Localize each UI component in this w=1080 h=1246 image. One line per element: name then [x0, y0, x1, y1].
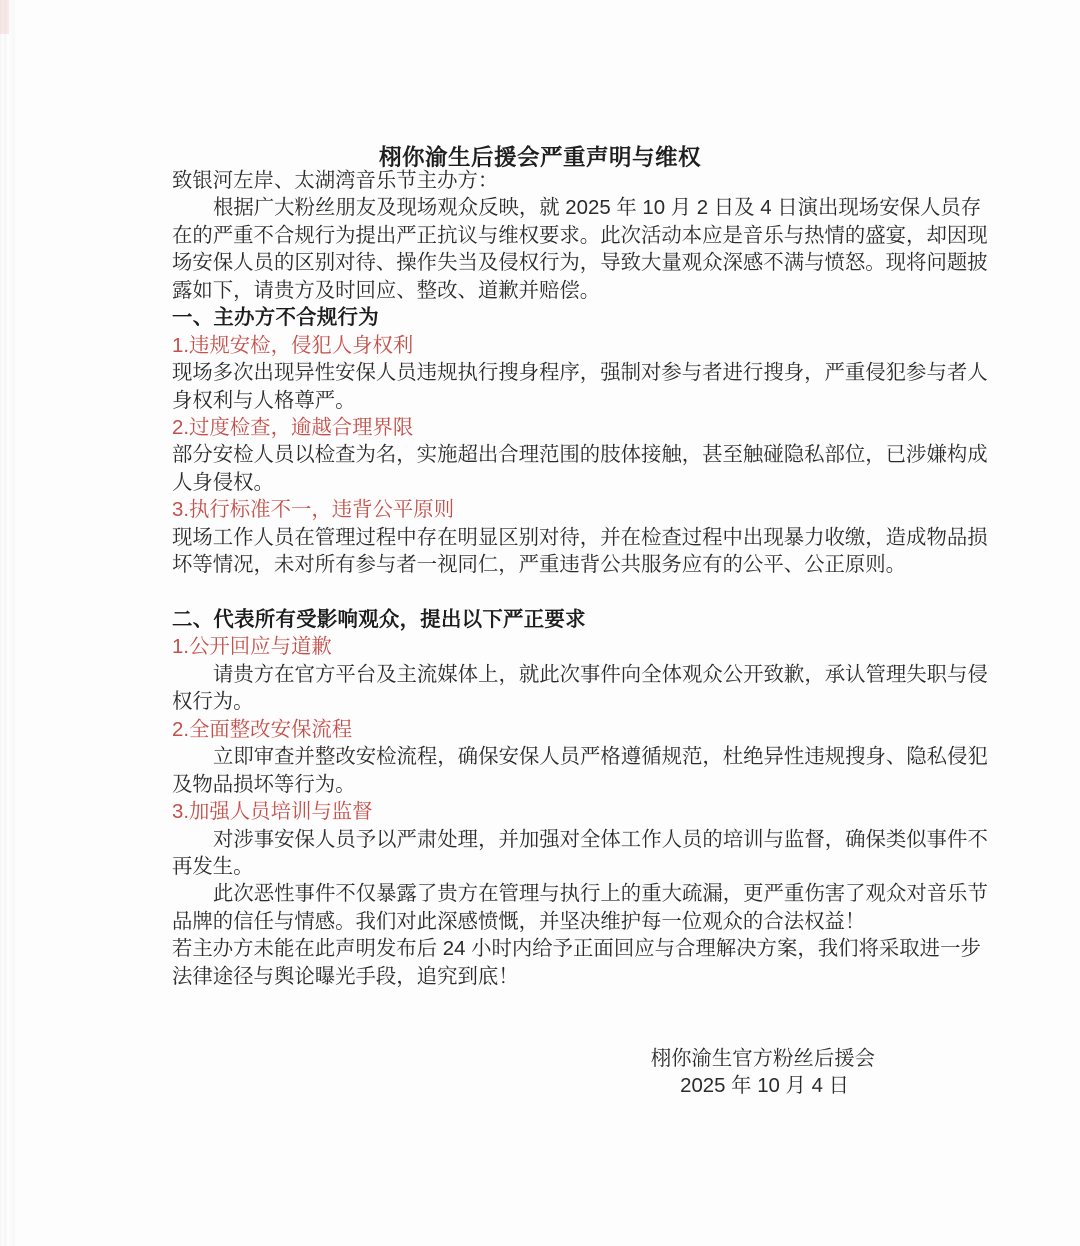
section2-item3-line: 对涉事安保人员予以严肃处理，并加强对全体工作人员的培训与监督，确保类似事件不	[213, 828, 988, 851]
section1-item3-line: 坏等情况，未对所有参与者一视同仁，严重违背公共服务应有的公平、公正原则。	[172, 554, 907, 577]
section2-item2-line: 立即审查并整改安检流程，确保安保人员严格遵循规范，杜绝异性违规搜身、隐私侵犯	[213, 746, 988, 769]
salutation: 致银河左岸、太湖湾音乐节主办方：	[172, 170, 499, 192]
signature: 栩你渝生官方粉丝后援会	[650, 1048, 875, 1070]
section1-item3-line: 现场工作人员在管理过程中存在明显区别对待，并在检查过程中出现暴力收缴，造成物品损	[172, 526, 988, 549]
section2-heading: 二、代表所有受影响观众，提出以下严正要求	[172, 609, 586, 631]
left-edge-artifact	[0, 0, 16, 1246]
closing-line: 法律途径与舆论曝光手段，追究到底！	[172, 965, 519, 988]
intro-line: 根据广大粉丝朋友及现场观众反映，就 2025 年 10 月 2 日及 4 日演出现场安保人员存	[213, 197, 982, 220]
signature-date: 2025 年 10 月 4 日	[680, 1075, 849, 1098]
document-title: 栩你渝生后援会严重声明与维权	[378, 145, 701, 170]
closing-line: 若主办方未能在此声明发布后 24 小时内给予正面回应与合理解决方案，我们将采取进一步	[172, 938, 981, 961]
section1-item2-line: 部分安检人员以检查为名，实施超出合理范围的肢体接触，甚至触碰隐私部位，已涉嫌构成	[172, 444, 988, 467]
top-left-corner-mark	[0, 0, 9, 34]
intro-line: 场安保人员的区别对待、操作失当及侵权行为，导致大量观众深感不满与愤怒。现将问题披	[172, 252, 988, 275]
section2-item1-heading: 1.公开回应与道歉	[172, 636, 332, 659]
section2-item1-line: 权行为。	[172, 691, 254, 714]
section1-item2-line: 人身侵权。	[172, 471, 274, 494]
section1-item2-heading: 2.过度检查，逾越合理界限	[172, 416, 414, 439]
section2-item2-heading: 2.全面整改安保流程	[172, 718, 353, 741]
intro-line: 露如下，请贵方及时回应、整改、道歉并赔偿。	[172, 279, 601, 302]
section1-item1-line: 身权利与人格尊严。	[172, 389, 356, 412]
section1-item1-line: 现场多次出现异性安保人员违规执行搜身程序，强制对参与者进行搜身，严重侵犯参与者人	[172, 362, 988, 385]
intro-line: 在的严重不合规行为提出严正抗议与维权要求。此次活动本应是音乐与热情的盛宴，却因现	[172, 224, 988, 247]
spacer	[172, 1019, 967, 1046]
closing-line: 品牌的信任与情感。我们对此深感愤慨，并坚决维护每一位观众的合法权益！	[172, 910, 866, 933]
spacer	[172, 991, 967, 1018]
section1-item3-heading: 3.执行标准不一，违背公平原则	[172, 499, 455, 522]
section1-heading: 一、主办方不合规行为	[172, 307, 379, 330]
closing-line: 此次恶性事件不仅暴露了贵方在管理与执行上的重大疏漏，更严重伤害了观众对音乐节	[213, 883, 988, 906]
section2-item3-line: 再发生。	[172, 855, 254, 878]
section1-item1-heading: 1.违规安检，侵犯人身权利	[172, 334, 414, 357]
document-body	[172, 168, 988, 1101]
spacer	[172, 580, 967, 607]
section2-item2-line: 及物品损坏等行为。	[172, 773, 356, 796]
section2-item3-heading: 3.加强人员培训与监督	[172, 801, 373, 824]
section2-item1-line: 请贵方在官方平台及主流媒体上，就此次事件向全体观众公开致歉，承认管理失职与侵	[213, 663, 988, 686]
